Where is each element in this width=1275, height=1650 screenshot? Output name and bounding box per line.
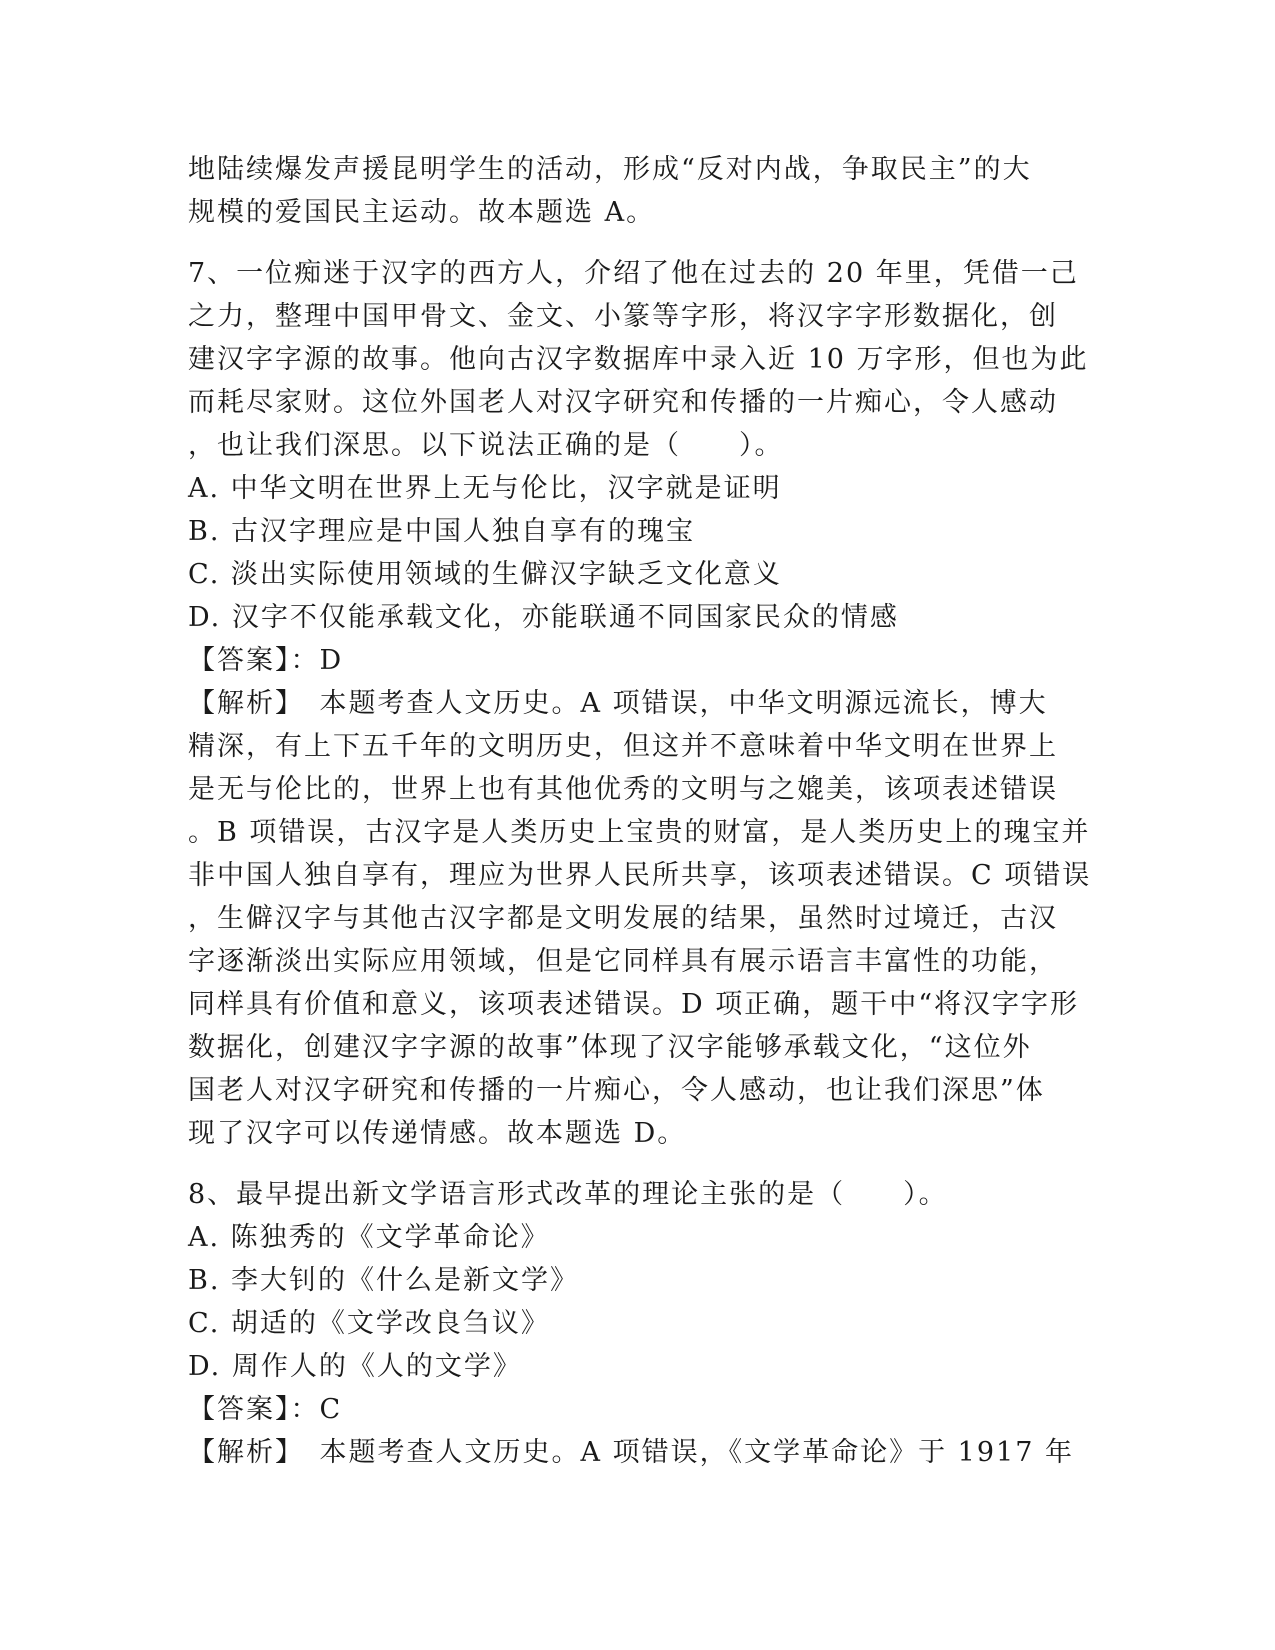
option-d: D. 周作人的《人的文学》 [188, 1351, 522, 1382]
text-line: 【解析】 本题考查人文历史。A 项错误，中华文明源远流长，博大 [188, 688, 1048, 719]
option-b: B. 李大钊的《什么是新文学》 [188, 1265, 580, 1296]
spacer [188, 234, 1088, 252]
previous-analysis-continuation [188, 148, 1088, 234]
question-8-stem [188, 1173, 1088, 1216]
text-line: 7、一位痴迷于汉字的西方人，介绍了他在过去的 20 年里，凭借一己 [188, 258, 1079, 289]
option-c: C. 胡适的《文学改良刍议》 [188, 1308, 550, 1339]
option-a: A. 陈独秀的《文学革命论》 [188, 1222, 550, 1253]
option-d: D. 汉字不仅能承载文化，亦能联通不同国家民众的情感 [188, 602, 899, 633]
text-line: 。B 项错误，古汉字是人类历史上宝贵的财富，是人类历史上的瑰宝并 [188, 817, 1091, 848]
text-line: 而耗尽家财。这位外国老人对汉字研究和传播的一片痴心，令人感动 [188, 387, 1058, 418]
option-c: C. 淡出实际使用领域的生僻汉字缺乏文化意义 [188, 559, 782, 590]
option-b: B. 古汉字理应是中国人独自享有的瑰宝 [188, 516, 696, 547]
option-a: A. 中华文明在世界上无与伦比，汉字就是证明 [188, 473, 782, 504]
question-8-answer: 【答案】：C [188, 1394, 343, 1425]
text-line: ，生僻汉字与其他古汉字都是文明发展的结果，虽然时过境迁，古汉 [188, 903, 1058, 934]
question-7-answer: 【答案】：D [188, 645, 344, 676]
text-line: 8、最早提出新文学语言形式改革的理论主张的是（ ）。 [188, 1179, 948, 1210]
text-line: 之力，整理中国甲骨文、金文、小篆等字形，将汉字字形数据化，创 [188, 301, 1058, 332]
text-line: 字逐渐淡出实际应用领域，但是它同样具有展示语言丰富性的功能， [188, 946, 1058, 977]
text-line: 非中国人独自享有，理应为世界人民所共享，该项表述错误。C 项错误 [188, 860, 1092, 891]
question-7-stem [188, 252, 1088, 467]
question-7-options [188, 467, 1088, 639]
page-content [188, 148, 1092, 1474]
text-line: 【解析】 本题考查人文历史。A 项错误，《文学革命论》于 1917 年 [188, 1437, 1074, 1468]
question-7-analysis [188, 682, 1092, 1155]
text-line: 是无与伦比的，世界上也有其他优秀的文明与之媲美，该项表述错误 [188, 774, 1058, 805]
text-line: 同样具有价值和意义，该项表述错误。D 项正确，题干中“将汉字字形 [188, 989, 1080, 1020]
text-line: 建汉字字源的故事。他向古汉字数据库中录入近 10 万字形，但也为此 [188, 344, 1089, 375]
question-7 [188, 252, 1092, 1155]
text-line: 规模的爱国民主运动。故本题选 A。 [188, 197, 656, 228]
text-line: 现了汉字可以传递情感。故本题选 D。 [188, 1118, 687, 1149]
text-line: 国老人对汉字研究和传播的一片痴心，令人感动，也让我们深思”体 [188, 1075, 1045, 1106]
spacer [188, 1155, 1088, 1173]
text-line: 精深，有上下五千年的文明历史，但这并不意味着中华文明在世界上 [188, 731, 1058, 762]
text-line: ，也让我们深思。以下说法正确的是（ ）。 [188, 430, 784, 461]
question-8-analysis [188, 1431, 1088, 1474]
question-8-options [188, 1216, 1088, 1388]
question-8 [188, 1173, 1088, 1474]
text-line: 地陆续爆发声援昆明学生的活动，形成“反对内战，争取民主”的大 [188, 154, 1032, 185]
text-line: 数据化，创建汉字字源的故事”体现了汉字能够承载文化，“这位外 [188, 1032, 1032, 1063]
